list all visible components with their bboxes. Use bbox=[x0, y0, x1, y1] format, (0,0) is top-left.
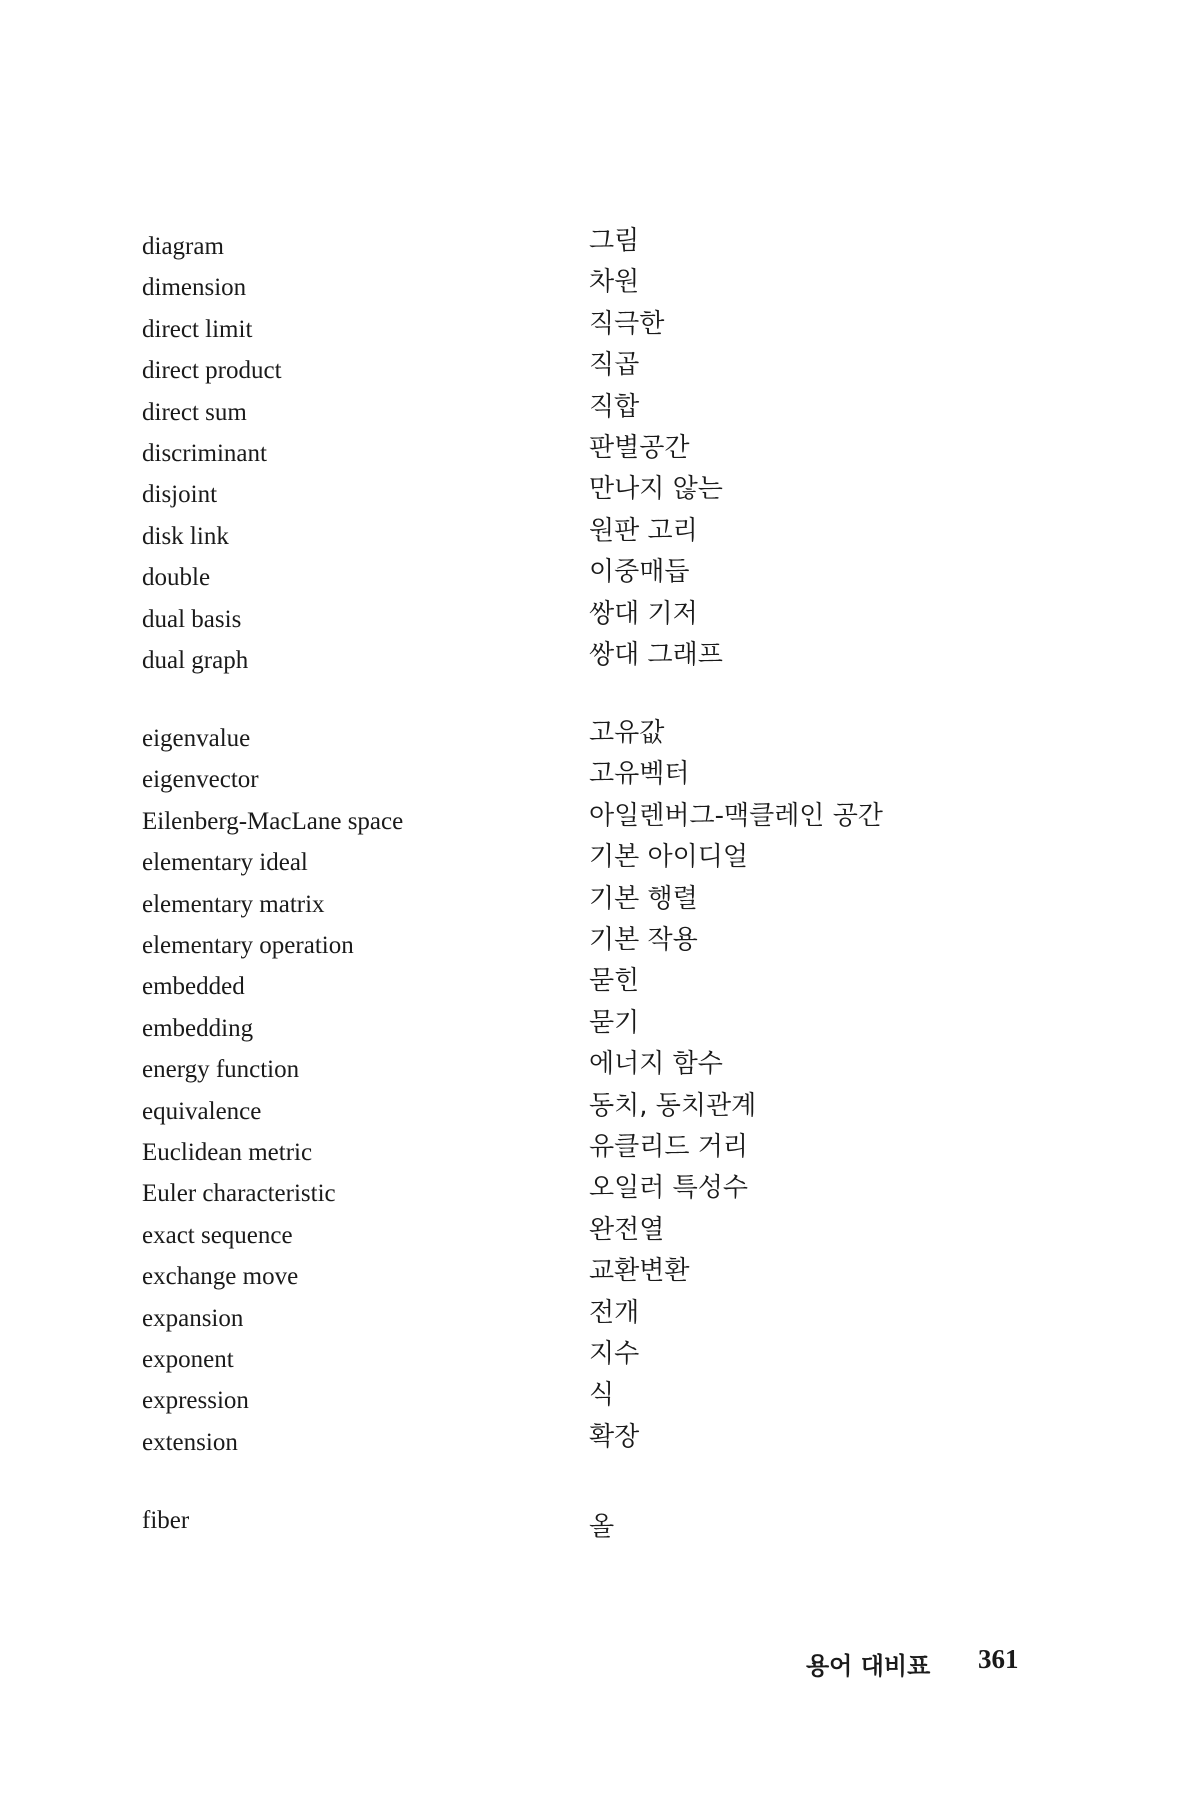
term-korean: 기본 작용 bbox=[589, 925, 698, 955]
term-english: dual basis bbox=[142, 605, 242, 633]
term-english: elementary ideal bbox=[142, 849, 308, 877]
term-korean: 고유값 bbox=[589, 718, 665, 748]
term-english: energy function bbox=[142, 1056, 300, 1084]
term-english: expression bbox=[142, 1387, 249, 1415]
term-english: exact sequence bbox=[142, 1221, 293, 1249]
term-english: Euclidean metric bbox=[142, 1139, 313, 1166]
term-korean: 교환변환 bbox=[589, 1256, 690, 1287]
term-korean: 직극한 bbox=[589, 308, 665, 339]
term-korean: 기본 행렬 bbox=[589, 883, 698, 914]
term-english: dual graph bbox=[142, 647, 249, 674]
term-korean: 차원 bbox=[589, 267, 640, 298]
term-korean: 직곱 bbox=[589, 350, 640, 381]
term-korean: 식 bbox=[589, 1380, 615, 1411]
term-korean: 직합 bbox=[589, 391, 640, 422]
term-korean: 쌍대 그래프 bbox=[589, 640, 723, 670]
term-english: direct sum bbox=[142, 398, 247, 426]
term-english: equivalence bbox=[142, 1097, 262, 1125]
term-korean: 묻힌 bbox=[589, 966, 640, 997]
footer-label: 용어 대비표 bbox=[806, 1652, 931, 1680]
page-number: 361 bbox=[978, 1644, 1019, 1674]
term-korean: 기본 아이디얼 bbox=[589, 842, 748, 873]
term-english: elementary matrix bbox=[142, 890, 325, 918]
term-korean: 아일렌버그-맥클레인 공간 bbox=[589, 800, 883, 831]
term-english: expansion bbox=[142, 1304, 244, 1332]
term-english: diagram bbox=[142, 233, 224, 260]
term-korean: 판별공간 bbox=[589, 433, 690, 463]
term-english: embedded bbox=[142, 973, 245, 1001]
term-english: fiber bbox=[142, 1507, 190, 1534]
term-english: Eilenberg-MacLane space bbox=[142, 807, 404, 835]
term-english: exchange move bbox=[142, 1263, 299, 1291]
term-english: double bbox=[142, 564, 211, 592]
term-korean: 이중매듭 bbox=[589, 557, 690, 588]
term-korean: 완전열 bbox=[589, 1214, 665, 1245]
term-korean: 원판 고리 bbox=[589, 515, 698, 546]
term-english: direct limit bbox=[142, 315, 253, 343]
term-korean: 확장 bbox=[589, 1421, 640, 1452]
term-english: disk link bbox=[142, 522, 229, 550]
term-korean: 쌍대 기저 bbox=[589, 598, 698, 629]
term-english: dimension bbox=[142, 274, 247, 302]
term-english: elementary operation bbox=[142, 932, 354, 959]
term-korean: 전개 bbox=[589, 1297, 640, 1328]
term-english: embedding bbox=[142, 1014, 254, 1042]
term-korean: 에너지 함수 bbox=[589, 1049, 723, 1080]
term-english: discriminant bbox=[142, 440, 267, 467]
term-english: disjoint bbox=[142, 481, 218, 509]
term-korean: 지수 bbox=[589, 1339, 640, 1369]
term-korean: 만나지 않는 bbox=[589, 474, 723, 505]
term-korean: 올 bbox=[589, 1512, 615, 1542]
term-korean: 오일러 특성수 bbox=[589, 1173, 748, 1204]
term-english: extension bbox=[142, 1428, 238, 1456]
term-english: exponent bbox=[142, 1346, 234, 1373]
term-korean: 그림 bbox=[589, 226, 640, 256]
term-korean: 동치, 동치관계 bbox=[589, 1090, 757, 1121]
term-english: direct product bbox=[142, 357, 282, 385]
term-english: Euler characteristic bbox=[142, 1180, 336, 1208]
term-korean: 묻기 bbox=[589, 1007, 640, 1038]
term-korean: 고유벡터 bbox=[589, 759, 690, 790]
term-english: eigenvector bbox=[142, 766, 259, 794]
term-korean: 유클리드 거리 bbox=[589, 1132, 748, 1162]
term-english: eigenvalue bbox=[142, 725, 251, 752]
